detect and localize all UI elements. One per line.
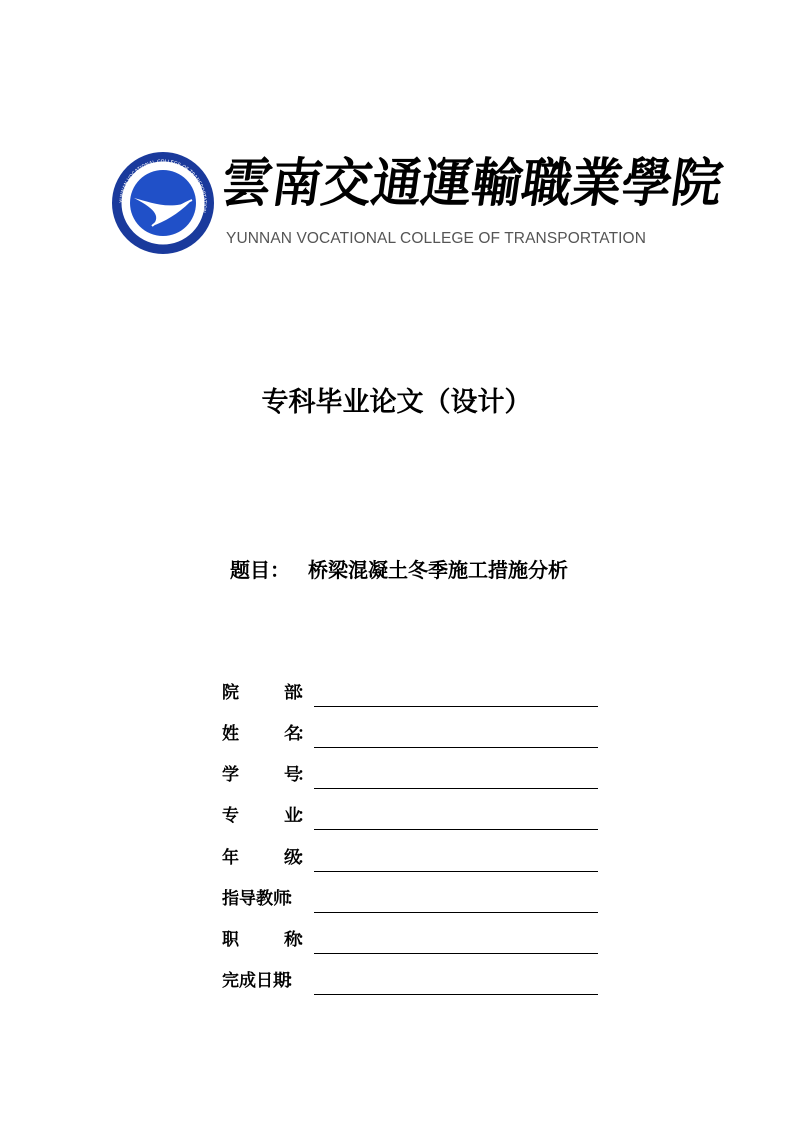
- field-label-part: 部：: [284, 683, 314, 703]
- field-label-part: 称：: [284, 930, 314, 950]
- topic-label: 题目：: [230, 558, 290, 582]
- field-underline[interactable]: [314, 706, 598, 707]
- field-label: [222, 843, 314, 868]
- field-advisor: [222, 884, 598, 924]
- field-label-part: 年: [222, 848, 239, 868]
- field-label-part: 姓: [222, 724, 239, 744]
- school-name-english: YUNNAN VOCATIONAL COLLEGE OF TRANSPORTATION: [226, 230, 646, 247]
- field-student-id: [222, 760, 598, 800]
- school-name-char: 輸: [467, 151, 527, 214]
- school-name-chinese: [217, 148, 727, 218]
- field-title: [222, 925, 598, 965]
- field-underline[interactable]: [314, 871, 598, 872]
- school-name-char: 通: [367, 151, 427, 214]
- field-label-part: 指导教师：: [222, 889, 303, 909]
- field-label-part: 业：: [284, 806, 314, 826]
- field-underline[interactable]: [314, 953, 598, 954]
- topic-value: 桥梁混凝土冬季施工措施分析: [308, 558, 568, 582]
- field-label-part: 学: [222, 765, 239, 785]
- field-underline[interactable]: [314, 829, 598, 830]
- field-label: [222, 925, 314, 950]
- field-label-part: 级：: [284, 848, 314, 868]
- field-underline[interactable]: [314, 912, 598, 913]
- emblem-ring-text: YUNNAN VOCATIONAL COLLEGE OF TRANSPORTATION: [118, 158, 208, 214]
- field-underline[interactable]: [314, 788, 598, 789]
- school-name-char: 南: [267, 151, 327, 214]
- school-name-char: 交: [317, 151, 377, 214]
- field-label-part: 院: [222, 683, 239, 703]
- field-label: [222, 719, 314, 744]
- topic-line: [230, 554, 568, 583]
- field-label: [222, 678, 314, 703]
- field-label-part: 名：: [284, 724, 314, 744]
- school-name-char: 雲: [217, 151, 277, 214]
- field-name: [222, 719, 598, 759]
- document-type-title: 专科毕业论文（设计）: [261, 387, 532, 418]
- field-label: [222, 966, 314, 991]
- field-label: [222, 801, 314, 826]
- field-label-part: 号：: [284, 765, 314, 785]
- school-name-char: 學: [617, 151, 677, 214]
- field-grade: [222, 843, 598, 883]
- school-name-char: 職: [517, 151, 577, 214]
- field-department: [222, 678, 598, 718]
- school-name-char: 運: [417, 151, 477, 214]
- field-major: [222, 801, 598, 841]
- field-completion-date: [222, 966, 598, 1006]
- school-name-char: 院: [667, 151, 727, 214]
- field-label-part: 职: [222, 930, 239, 950]
- field-underline[interactable]: [314, 994, 598, 995]
- field-label: [222, 760, 314, 785]
- school-name-char: 業: [567, 151, 627, 214]
- field-underline[interactable]: [314, 747, 598, 748]
- field-label-part: 专: [222, 806, 239, 826]
- field-label-part: 完成日期：: [222, 971, 303, 991]
- field-label: [222, 884, 314, 909]
- school-emblem-icon: [112, 152, 214, 254]
